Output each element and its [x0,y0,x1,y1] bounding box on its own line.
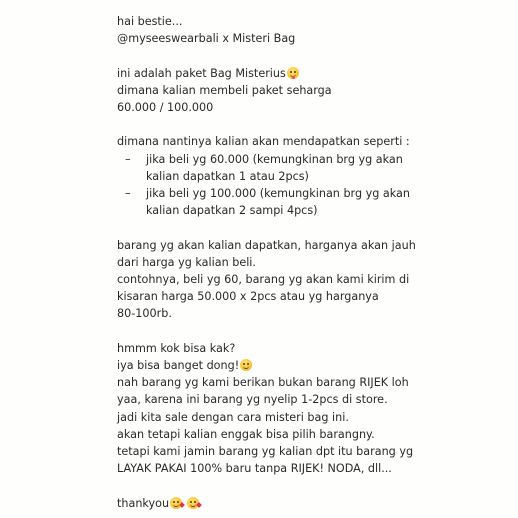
closing-text: thankyou [117,496,170,510]
p3-line-3: contohnya, beli yg 60, barang yg akan kami kirim di [117,273,410,286]
paragraph-gap [117,477,512,494]
greeting-line: hai bestie... [117,15,183,28]
handle-line: @myseeswearbali x Misteri Bag [117,32,296,46]
note-text [117,13,512,512]
kissing-face-icon [170,497,182,509]
bullet-item-1 [117,151,512,185]
p1-line-1 [117,65,512,82]
intro-line: dimana nantinya kalian akan mendapatkan seperti : [117,135,410,149]
paragraph-gap [117,116,512,133]
dash-bullet: – [125,187,131,200]
closing-line [117,495,512,512]
bullet-line: kalian dapatkan 1 atau 2pcs) [146,169,309,183]
bullet-line: kalian dapatkan 2 sampi 4pcs) [146,204,318,218]
bullet-text [146,151,403,185]
p4-line-7: tetapi kami jamin barang yg kalian dpt itu barang yg [117,445,414,459]
p1-line-3: 60.000 / 100.000 [117,101,214,114]
bullet-text [146,185,410,219]
bullet-item-2 [117,185,512,219]
paragraph-gap [117,219,512,236]
bullet-line: jika beli yg 60.000 (kemungkinan brg yg akan [146,152,403,166]
p1-line-2: dimana kalian membeli paket seharga [117,83,332,97]
p4-line-5: jadi kita sale dengan cara misteri bag ini. [117,410,349,424]
p3-line-1: barang yg akan kalian dapatkan, harganya akan jauh [117,238,416,252]
p1-line-1-text: ini adalah paket Bag Misterius [117,66,286,80]
p3-line-4: kisaran harga 50.000 x 2pcs atau yg harganya [117,290,379,304]
bullet-line: jika beli yg 100.000 (kemungkinan brg yg akan [146,187,410,200]
paragraph-gap [117,323,512,340]
paragraph-gap [117,47,512,64]
p4-line-8: LAYAK PAKAI 100% baru tanpa RIJEK! NODA, dll... [117,462,392,476]
p4-line-6: akan tetapi kalian enggak bisa pilih barangny. [117,427,375,441]
tongue-out-face-icon [287,67,299,79]
p3-line-2: dari harga yg kalian beli. [117,255,256,269]
grinning-face-icon [240,359,252,371]
p4-line-3: nah barang yg kami berikan bukan barang RIJEK loh [117,376,409,390]
p4-line-2-text: iya bisa banget dong! [117,359,240,372]
p4-line-2 [117,357,512,374]
kissing-face-icon [187,497,199,509]
p3-line-5: 80-100rb. [117,307,172,321]
dash-bullet: – [125,152,131,166]
p4-line-1: hmmm kok bisa kak? [117,341,236,355]
p4-line-4: yaa, karena ini barang yg nyelip 1-2pcs di store. [117,393,388,407]
